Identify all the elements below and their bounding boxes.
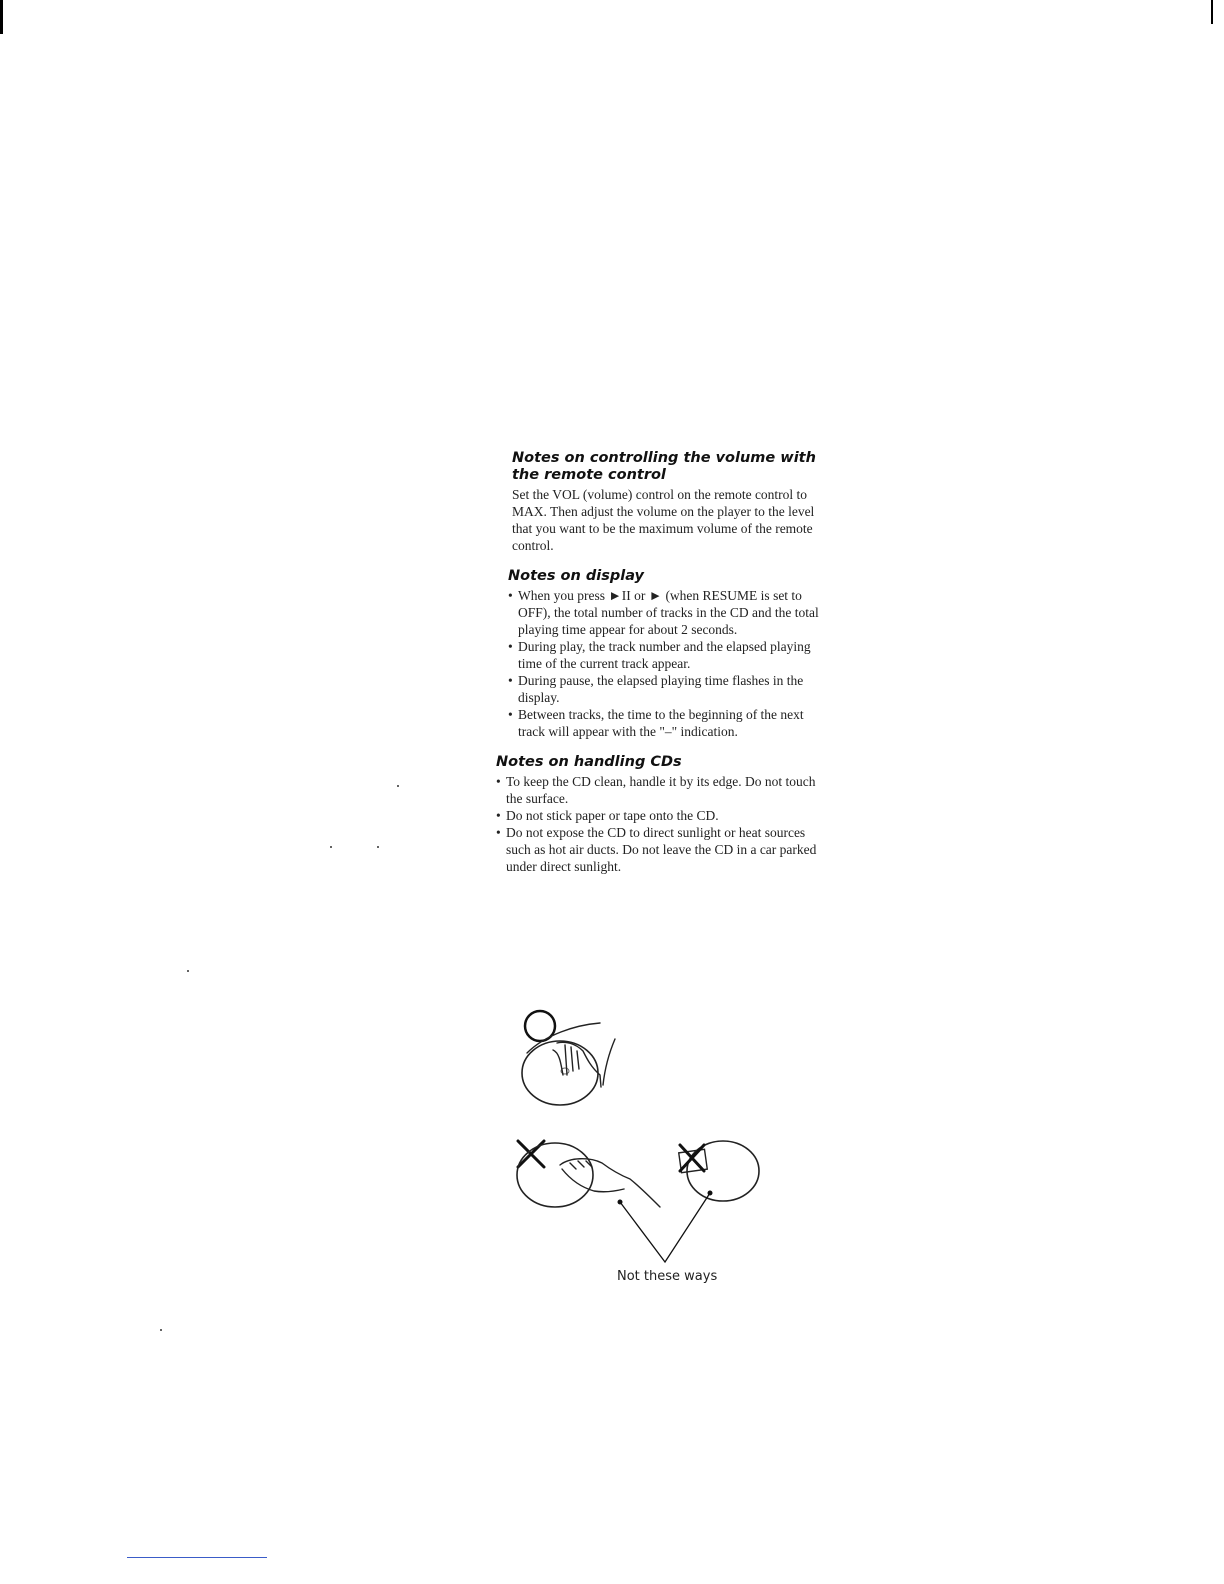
- scan-speck: [377, 846, 379, 848]
- list-item: • During play, the track number and the elapsed playing time of the current track appear.: [508, 638, 820, 672]
- hand-touching-surface-icon: [560, 1159, 660, 1207]
- list-item: • When you press ►II or ► (when RESUME is set to OFF), the total number of tracks in the CD and the total playing time appear for about 2 seconds.: [508, 587, 820, 638]
- cd-disc-icon: [522, 1041, 598, 1105]
- scan-speck: [330, 846, 332, 848]
- volume-notes-heading: Notes on controlling the volume with the remote control: [512, 450, 816, 483]
- footer-rule: [127, 1557, 267, 1558]
- handling-notes-section: [496, 754, 820, 875]
- volume-notes-section: [512, 450, 820, 554]
- wrong-handling-illustration: [510, 1135, 770, 1265]
- binding-mark-right: [1211, 0, 1213, 24]
- handling-notes-list: [496, 773, 820, 875]
- binding-mark-left: [0, 0, 3, 34]
- wrong-x-icon: [680, 1145, 704, 1171]
- pointer-lines: [620, 1193, 710, 1262]
- display-notes-section: [508, 568, 820, 740]
- list-item: • Do not stick paper or tape onto the CD.: [496, 807, 820, 824]
- scan-speck: [187, 970, 189, 972]
- display-notes-list: [508, 587, 820, 740]
- scan-speck: [397, 785, 399, 787]
- list-item: • To keep the CD clean, handle it by its edge. Do not touch the surface.: [496, 773, 820, 807]
- list-item: • During pause, the elapsed playing time flashes in the display.: [508, 672, 820, 706]
- illustration-caption: Not these ways: [617, 1269, 718, 1284]
- list-item: • Between tracks, the time to the beginning of the next track will appear with the "–" indication.: [508, 706, 820, 740]
- document-content: [496, 450, 820, 875]
- hand-icon: [527, 1023, 615, 1087]
- display-notes-heading: Notes on display: [508, 568, 644, 584]
- list-item: • Do not expose the CD to direct sunlight or heat sources such as hot air ducts. Do not leave the CD in a car parked under direct sunlight.: [496, 824, 820, 875]
- scan-speck: [160, 1329, 162, 1331]
- correct-handling-illustration: [505, 1005, 655, 1115]
- handling-notes-heading: Notes on handling CDs: [496, 754, 682, 770]
- volume-notes-body: Set the VOL (volume) control on the remote control to MAX. Then adjust the volume on the player to the level that you want to be the maximum volume of the remote control.: [512, 487, 815, 553]
- cd-disc-left-icon: [517, 1143, 593, 1207]
